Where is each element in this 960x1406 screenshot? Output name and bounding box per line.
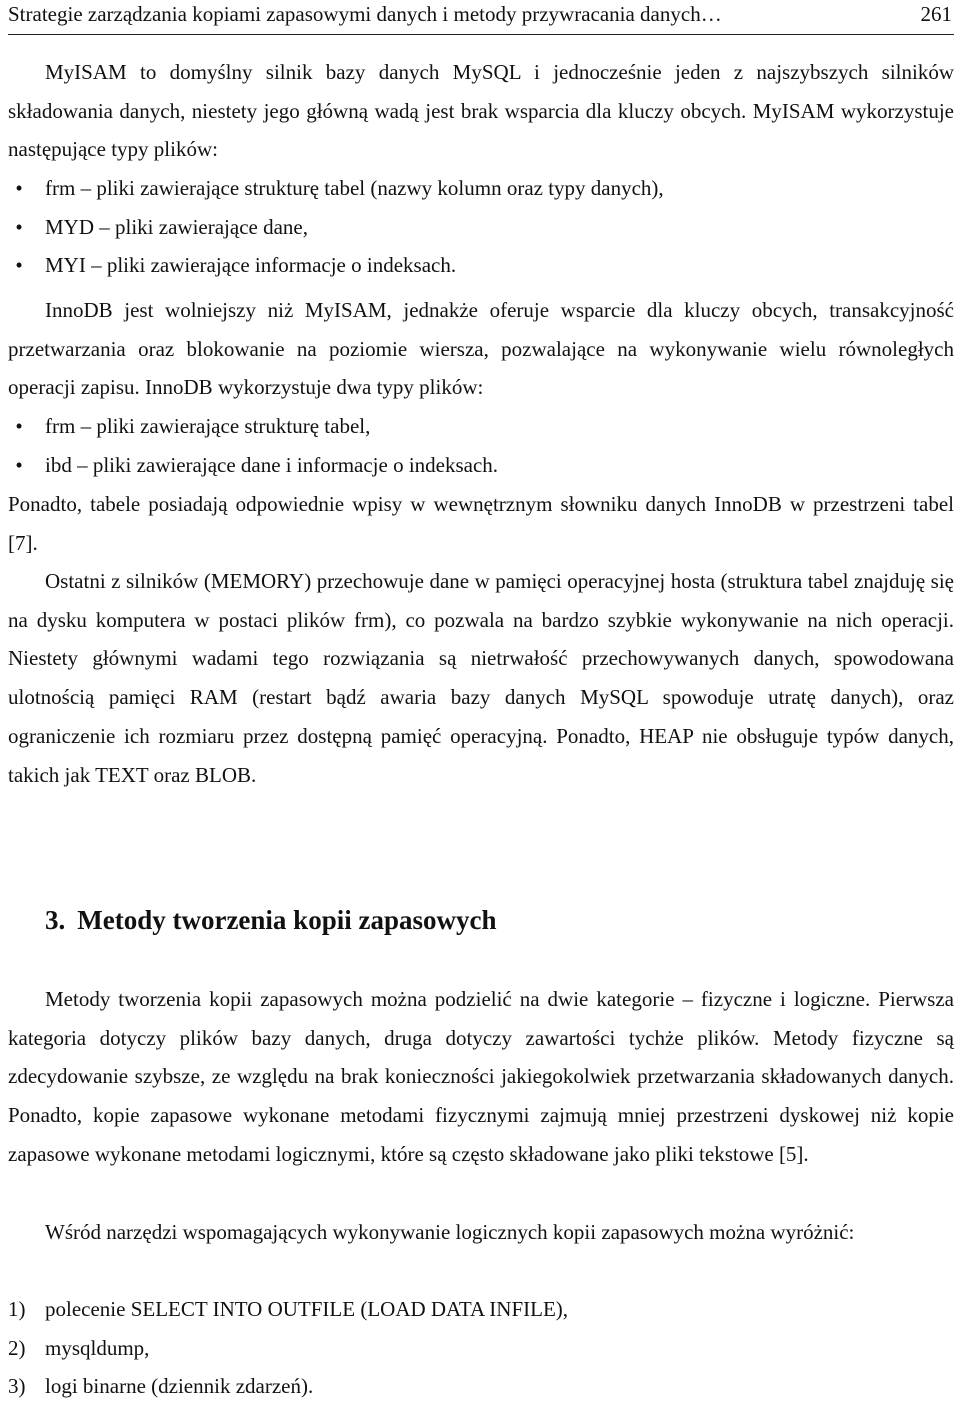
innodb-file-list — [8, 407, 954, 484]
tools-list — [8, 1290, 954, 1406]
page-number: 261 — [920, 2, 952, 26]
section-heading — [45, 900, 496, 940]
list-item — [8, 446, 954, 485]
bullet-icon: • — [15, 214, 23, 239]
header-title: Strategie zarządzania kopiami zapasowymi danych i metody przywracania danych… — [8, 2, 722, 26]
list-item-text: polecenie SELECT INTO OUTFILE (LOAD DATA INFILE), — [45, 1297, 569, 1321]
bullet-icon: • — [15, 253, 23, 278]
running-header — [8, 0, 954, 35]
list-item-text: frm – pliki zawierające strukturę tabel (nazwy kolumn oraz typy danych), — [45, 176, 664, 200]
bullet-icon: • — [15, 414, 23, 438]
list-item — [8, 407, 954, 446]
myisam-paragraph: MyISAM to domyślny silnik bazy danych MySQL i jednocześnie jeden z najszybszych silników składowania danych, niestety jego główną wadą jest brak wsparcia dla kluczy obcych. MyISAM wykorzystuje następujące typy plików: — [8, 60, 954, 162]
list-item — [8, 1290, 954, 1329]
list-item — [8, 1367, 954, 1406]
innodb-after-paragraph: Ponadto, tabele posiadają odpowiednie wpisy w wewnętrznym słowniku danych InnoDB w przestrzeni tabel [7]. — [8, 492, 954, 555]
list-item-text: MYI – pliki zawierające informacje o indeksach. — [45, 253, 457, 278]
list-item — [8, 208, 954, 247]
list-item-text: MYD – pliki zawierające dane, — [45, 214, 308, 239]
memory-paragraph: Ostatni z silników (MEMORY) przechowuje dane w pamięci operacyjnej hosta (struktura tabel znajduję się na dysku komputera w postaci plików frm), co pozwala na bardzo szybkie wykonywanie na nich operacji. Niestety głównymi wadami tego rozwiązania są nietrwałość przechowywanych danych, spowodowana ulotnością pamięci RAM (restart bądź awaria bazy danych MySQL spowoduje utratę danych), oraz ograniczenie ich rozmiaru przez dostępną pamięć operacyjną. Ponadto, HEAP nie obsługuje typów danych, takich jak TEXT oraz BLOB. — [8, 569, 954, 787]
section-number: 3. — [45, 905, 66, 935]
list-item-text: frm – pliki zawierające strukturę tabel, — [45, 414, 371, 438]
list-item-text: logi binarne (dziennik zdarzeń). — [45, 1374, 314, 1399]
section-title: Metody tworzenia kopii zapasowych — [77, 905, 497, 935]
bullet-icon: • — [15, 452, 23, 477]
section3-paragraph-2: Wśród narzędzi wspomagających wykonywanie logicznych kopii zapasowych można wyróżnić: — [45, 1220, 855, 1244]
list-item-text: mysqldump, — [45, 1335, 150, 1360]
bullet-icon: • — [15, 176, 23, 200]
list-number: 3) — [8, 1374, 26, 1399]
document-page — [8, 0, 954, 1400]
list-number: 2) — [8, 1335, 26, 1360]
list-item-text: ibd – pliki zawierające dane i informacje o indeksach. — [45, 452, 499, 477]
list-item — [8, 246, 954, 285]
myisam-file-list — [8, 169, 954, 285]
section3-paragraph-1: Metody tworzenia kopii zapasowych można podzielić na dwie kategorie – fizyczne i logiczne. Pierwsza kategoria dotyczy plików bazy danych, druga dotyczy zawartości tychże plików. Metody fizyczne są zdecydowanie szybsze, ze względu na brak konieczności jakiegokolwiek przetwarzania składowanych danych. Ponadto, kopie zapasowe wykonane metodami fizycznymi zajmują mniej przestrzeni dyskowej niż kopie zapasowe wykonane metodami logicznymi, które są często składowane jako pliki tekstowe [5]. — [8, 987, 954, 1166]
list-item — [8, 169, 954, 208]
list-number: 1) — [8, 1297, 26, 1321]
innodb-paragraph: InnoDB jest wolniejszy niż MyISAM, jednakże oferuje wsparcie dla kluczy obcych, transakcyjność przetwarzania oraz blokowanie na poziomie wiersza, pozwalające na wykonywanie wielu równoległych operacji zapisu. InnoDB wykorzystuje dwa typy plików: — [8, 298, 954, 400]
list-item — [8, 1329, 954, 1368]
